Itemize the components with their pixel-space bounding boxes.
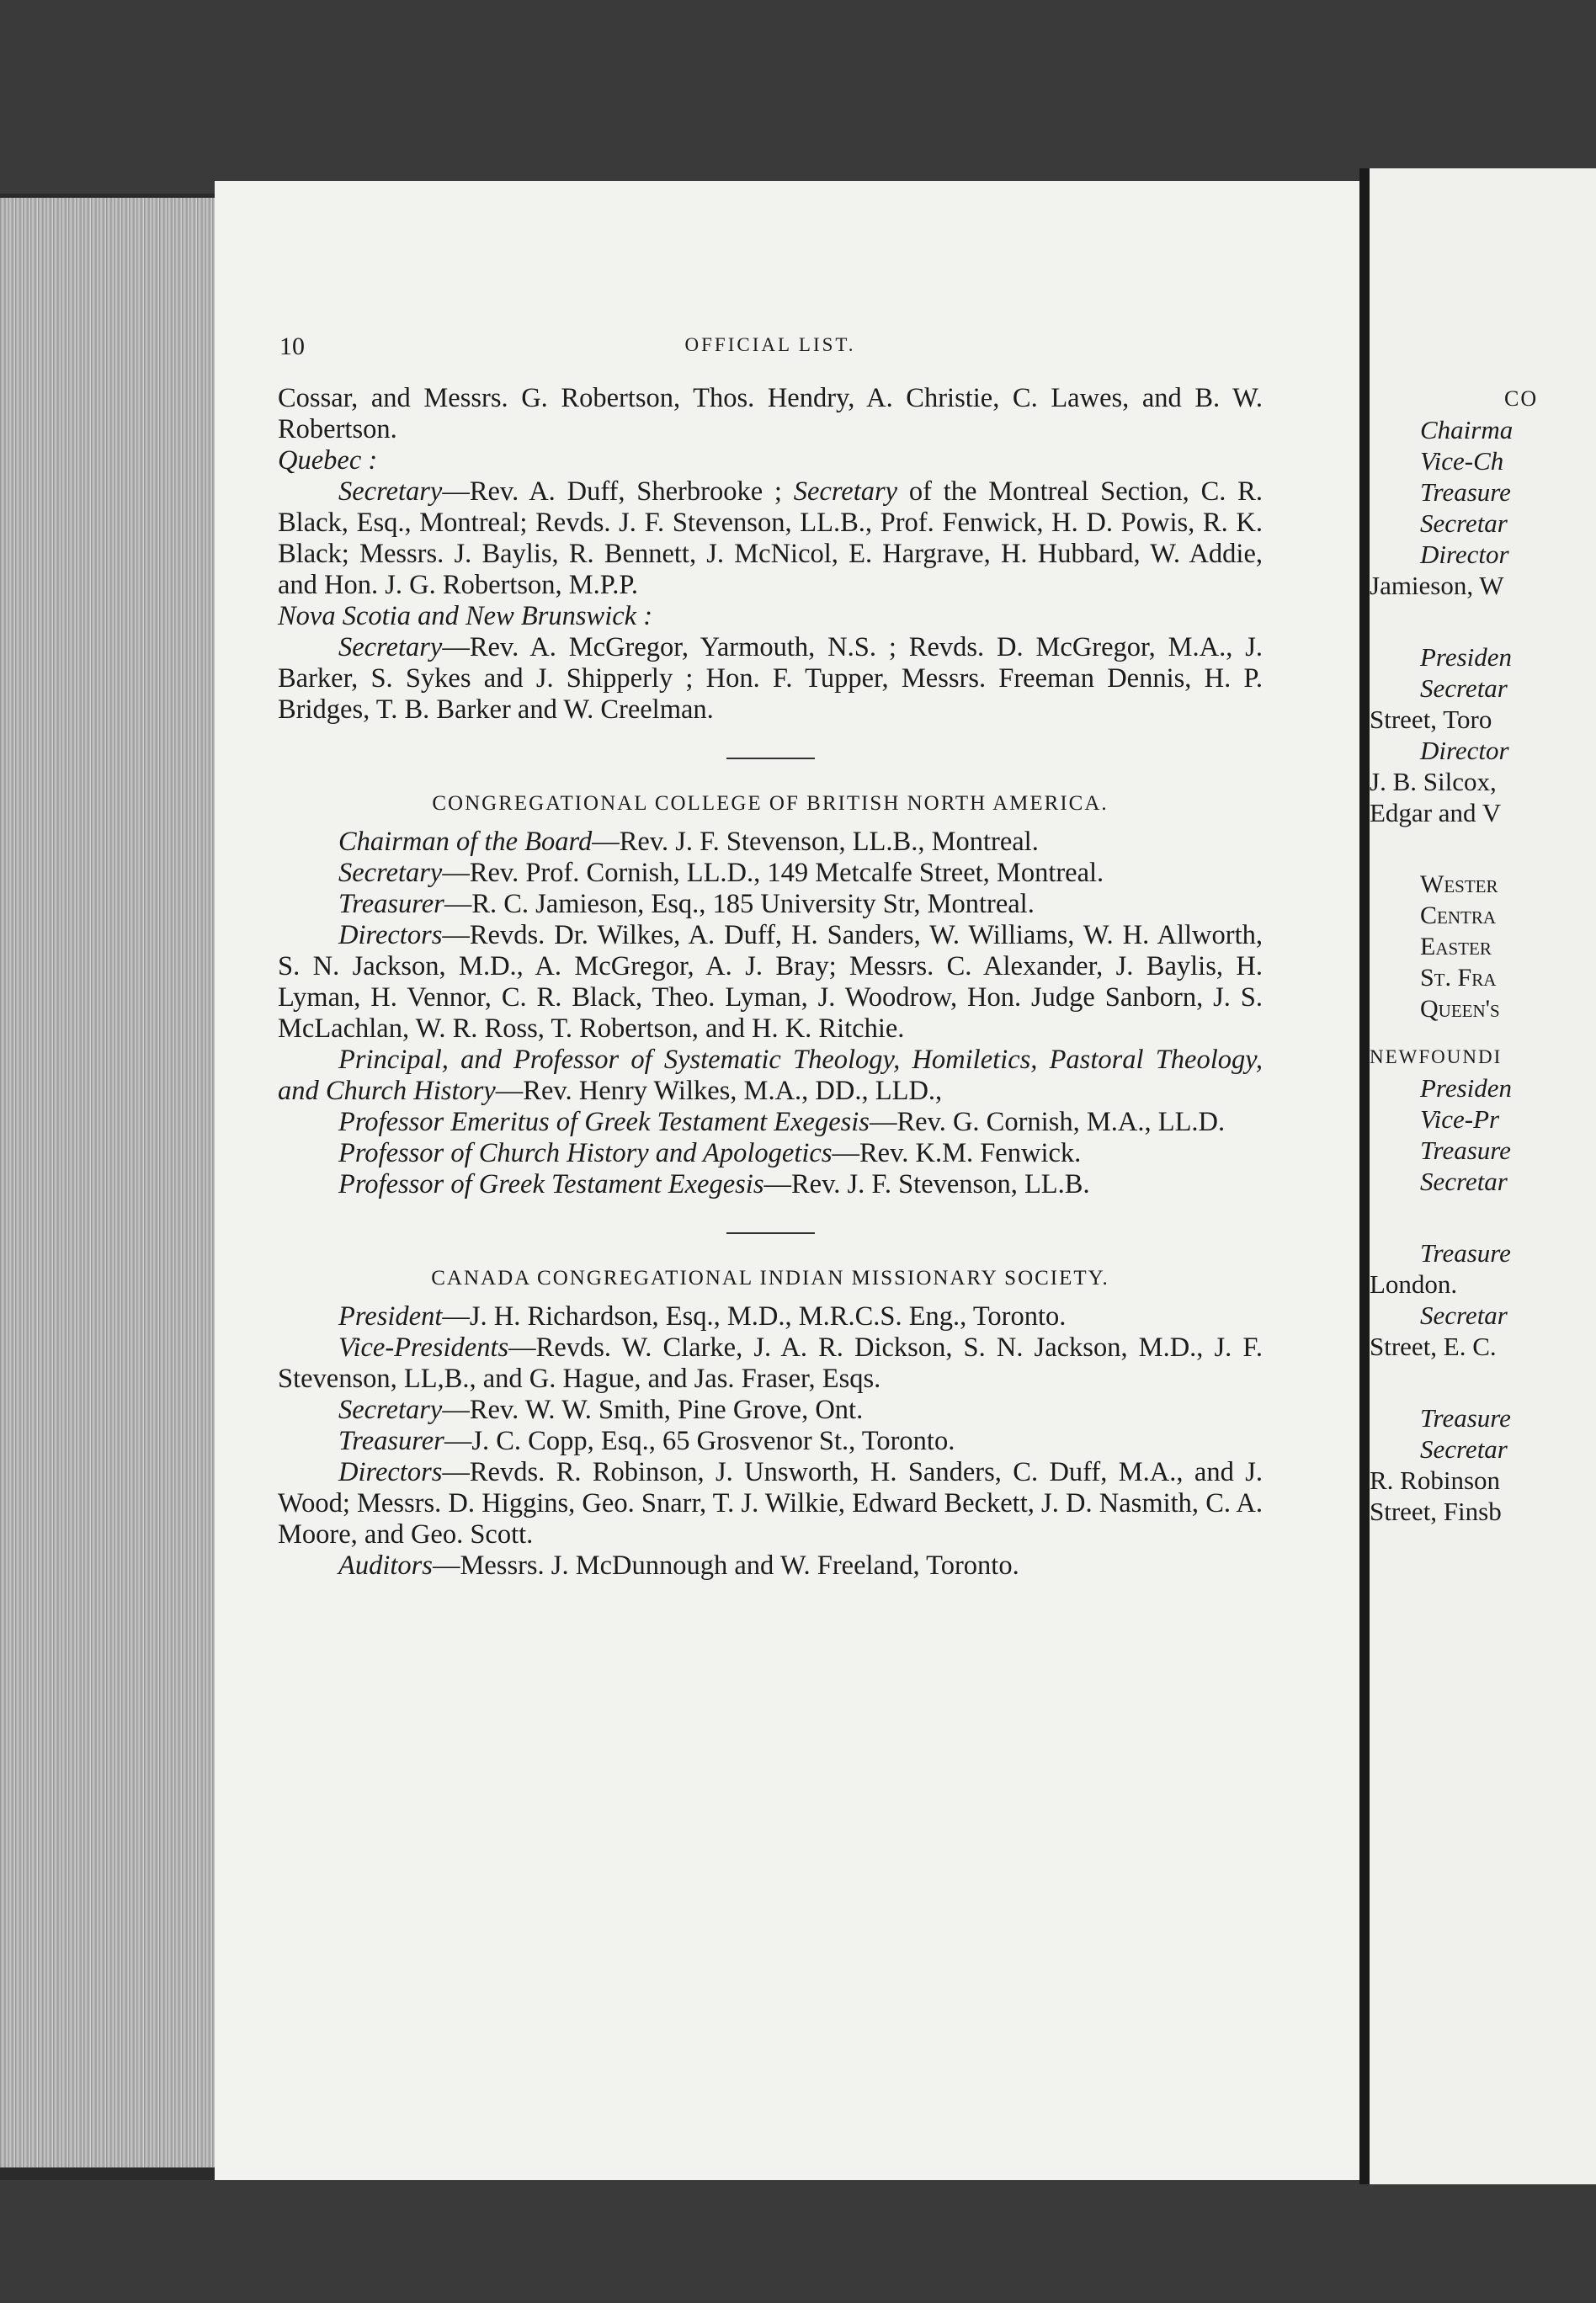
quebec-heading: Quebec :	[278, 445, 378, 476]
right-line: Secretar	[1420, 1167, 1508, 1196]
right-line: Treasure	[1420, 1238, 1511, 1268]
running-title: OFFICIAL LIST.	[684, 334, 856, 355]
society-entry: Directors—Revds. R. Robinson, J. Unsworth, H. Sanders, C. Duff, M.A., and J. Wood; Messrs. D. Higgins, Geo. Snarr, T. J. Wilkie, Edward Beckett, J. D. Nasmith, C. A. Moore, and Geo. Scott.	[278, 1457, 1263, 1550]
right-line: Vice-Ch	[1420, 446, 1504, 476]
society-entry: Auditors—Messrs. J. McDunnough and W. Freeland, Toronto.	[338, 1550, 1019, 1581]
college-heading: CONGREGATIONAL COLLEGE OF BRITISH NORTH AMERICA.	[432, 792, 1109, 815]
intro-paragraph: Cossar, and Messrs. G. Robertson, Thos. Hendry, A. Christie, C. Lawes, and B. W. Robertson.	[278, 383, 1263, 444]
scanner-background-top	[0, 0, 1596, 194]
right-line: Centra	[1420, 902, 1497, 929]
right-line: Jamieson, W	[1370, 571, 1504, 600]
society-entry: Vice-Presidents—Revds. W. Clarke, J. A. R. Dickson, S. N. Jackson, M.D., J. F. Stevenson, LL,B., and G. Hague, and Jas. Fraser, Esqs.	[278, 1332, 1263, 1394]
right-page-text	[1370, 383, 1596, 1527]
right-line: Director	[1420, 736, 1509, 765]
right-line: St. Fra	[1420, 964, 1497, 992]
running-head	[278, 332, 1263, 373]
nova-scotia-heading: Nova Scotia and New Brunswick :	[278, 601, 653, 631]
right-line: J. B. Silcox,	[1370, 767, 1497, 796]
college-entry: Professor Emeritus of Greek Testament Exegesis—Rev. G. Cornish, M.A., LL.D.	[338, 1107, 1226, 1137]
right-gap	[1370, 1024, 1596, 1041]
right-gap	[1370, 828, 1596, 869]
right-line: NEWFOUNDI	[1370, 1046, 1503, 1067]
right-line: London.	[1370, 1269, 1458, 1299]
indian-society-heading: CANADA CONGREGATIONAL INDIAN MISSIONARY SOCIETY.	[431, 1267, 1109, 1290]
right-page-fragment	[1370, 168, 1596, 2184]
right-line: Queen's	[1420, 995, 1500, 1023]
left-page-text	[278, 332, 1263, 1582]
right-gap	[1370, 1197, 1596, 1237]
right-line: Treasure	[1420, 1136, 1511, 1165]
section-divider	[726, 1232, 815, 1234]
page-number: 10	[279, 332, 305, 360]
college-entry: Professor of Greek Testament Exegesis—Rev. J. F. Stevenson, LL.B.	[338, 1169, 1090, 1199]
right-line: Secretar	[1420, 673, 1508, 703]
right-line: Presiden	[1420, 642, 1513, 672]
right-line: Director	[1420, 540, 1509, 569]
college-entry: Professor of Church History and Apologetics—Rev. K.M. Fenwick.	[338, 1138, 1082, 1168]
right-line: Presiden	[1420, 1073, 1513, 1103]
right-line: Street, Finsb	[1370, 1497, 1502, 1526]
right-line: R. Robinson	[1370, 1465, 1501, 1495]
book-gutter	[1359, 168, 1370, 2184]
college-entry: Treasurer—R. C. Jamieson, Esq., 185 University Str, Montreal.	[338, 889, 1035, 919]
society-entry: Treasurer—J. C. Copp, Esq., 65 Grosvenor St., Toronto.	[338, 1426, 955, 1456]
right-gap	[1370, 1362, 1596, 1402]
right-line: Secretar	[1420, 508, 1508, 538]
college-entry: Chairman of the Board—Rev. J. F. Stevenson, LL.B., Montreal.	[338, 827, 1039, 857]
right-line: Chairma	[1420, 415, 1514, 444]
book-page-edges	[0, 198, 215, 2167]
society-entry: President—J. H. Richardson, Esq., M.D., M.R.C.S. Eng., Toronto.	[338, 1301, 1067, 1332]
right-line: Secretar	[1420, 1434, 1508, 1464]
right-line: Wester	[1420, 870, 1498, 898]
right-line: Street, E. C.	[1370, 1332, 1497, 1361]
right-line: Treasure	[1420, 477, 1511, 507]
right-line: Secretar	[1420, 1300, 1508, 1330]
right-line: Easter	[1420, 933, 1492, 960]
left-page	[215, 181, 1359, 2180]
right-gap	[1370, 601, 1596, 641]
quebec-paragraph: Secretary—Rev. A. Duff, Sherbrooke ; Secretary of the Montreal Section, C. R. Black, Esq., Montreal; Revds. J. F. Stevenson, LL.B., Prof. Fenwick, H. D. Powis, R. K. Black; Messrs. J. Baylis, R. Bennett, J. McNicol, E. Hargrave, H. Hubbard, W. Addie, and Hon. J. G. Robertson, M.P.P.	[278, 476, 1263, 600]
right-line: CO	[1504, 386, 1539, 411]
nova-scotia-paragraph: Secretary—Rev. A. McGregor, Yarmouth, N.S. ; Revds. D. McGregor, M.A., J. Barker, S. Sykes and J. Shipperly ; Hon. F. Tupper, Messrs. Freeman Dennis, H. P. Bridges, T. B. Barker and W. Creelman.	[278, 632, 1263, 725]
right-line: Treasure	[1420, 1403, 1511, 1433]
right-line: Vice-Pr	[1420, 1104, 1500, 1134]
scanner-background-bottom	[0, 2180, 1596, 2303]
section-divider	[726, 758, 815, 759]
college-entry: Secretary—Rev. Prof. Cornish, LL.D., 149 Metcalfe Street, Montreal.	[338, 858, 1104, 888]
right-line: Edgar and V	[1370, 798, 1502, 827]
society-entry: Secretary—Rev. W. W. Smith, Pine Grove, Ont.	[338, 1395, 864, 1425]
college-entry: Principal, and Professor of Systematic Theology, Homiletics, Pastoral Theology, and Church History—Rev. Henry Wilkes, M.A., DD., LLD.,	[278, 1045, 1263, 1106]
college-entry: Directors—Revds. Dr. Wilkes, A. Duff, H. Sanders, W. Williams, W. H. Allworth, S. N. Jackson, M.D., A. McGregor, A. J. Bray; Messrs. C. Alexander, J. Baylis, H. Lyman, H. Vennor, C. R. Black, Theo. Lyman, J. Woodrow, Hon. Judge Sanborn, J. S. McLachlan, W. R. Ross, T. Robertson, and H. K. Ritchie.	[278, 920, 1263, 1044]
right-line: Street, Toro	[1370, 705, 1492, 734]
